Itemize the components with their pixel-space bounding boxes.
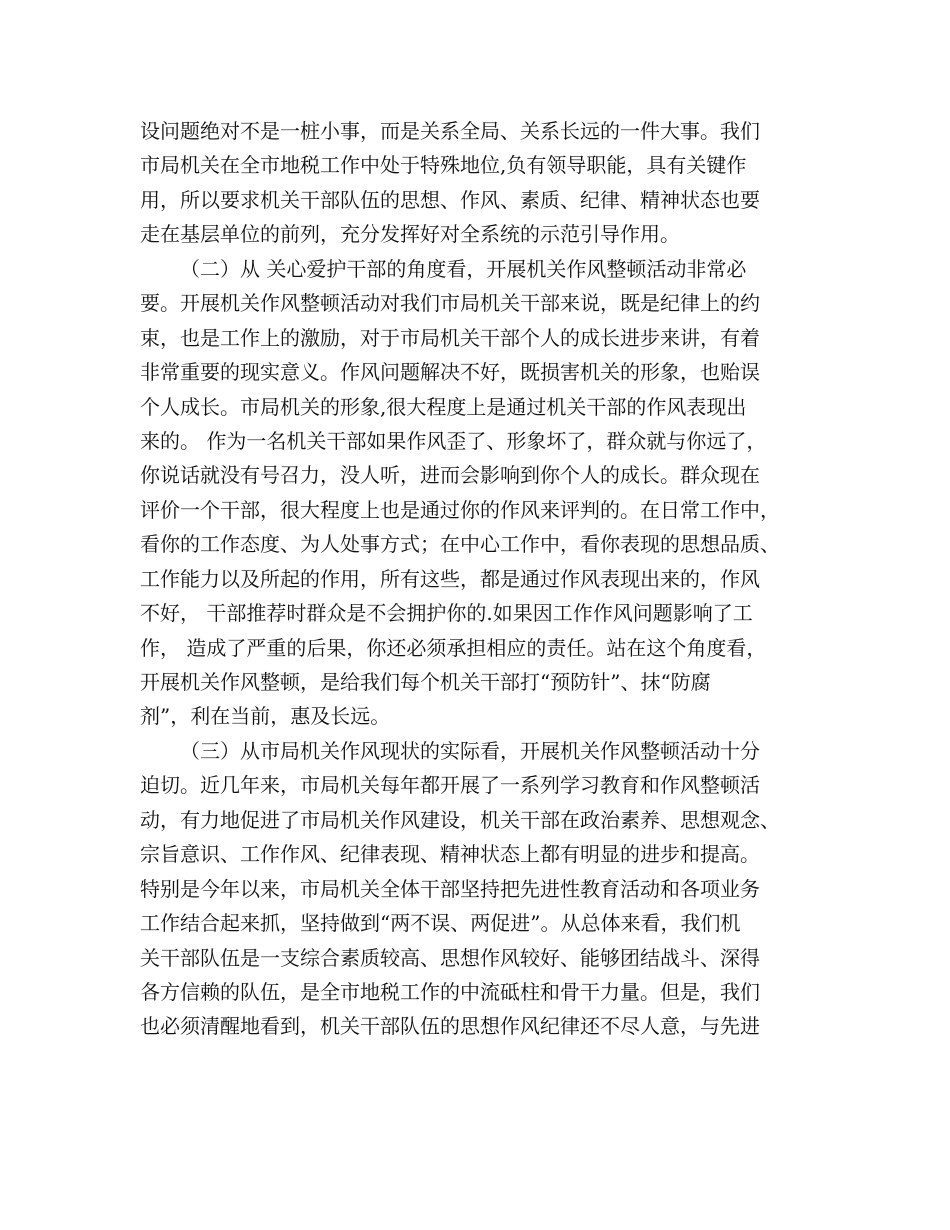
text-line-26: 各方信赖的队伍，是全市地税工作的中流砥柱和骨干力量。但是，我们: [140, 979, 760, 1004]
text-line-1: 设问题绝对不是一桩小事，而是关系全局、关系长远的一件大事。我们: [140, 119, 760, 143]
body-text: [140, 114, 840, 1044]
text-line-23: 特别是今年以来，市局机关全体干部坚持把先进性教育活动和各项业务: [140, 876, 760, 901]
text-line-14: 工作能力以及所起的作用，所有这些，都是通过作风表现出来的，作风: [140, 566, 760, 591]
text-line-10: 来的。 作为一名机关干部如果作风歪了、形象坏了，群众就与你远了，: [140, 428, 767, 453]
text-line-9: 个人成长。市局机关的形象,很大程度上是通过机关干部的作风表现出: [140, 394, 747, 419]
text-line-8: 非常重要的现实意义。作风问题解决不好，既损害机关的形象，也贻误: [140, 360, 760, 385]
text-line-16: 作， 造成了严重的后果，你还必须承担相应的责任。站在这个角度看，: [140, 635, 767, 660]
text-line-12: 评价一个干部，很大程度上也是通过你的作风来评判的。在日常工作中，: [140, 497, 780, 522]
text-line-18: 剂”，利在当前，惠及长远。: [140, 704, 391, 729]
text-line-5: （二）从 关心爱护干部的角度看，开展机关作风整顿活动非常必: [180, 256, 747, 281]
text-line-17: 开展机关作风整顿，是给我们每个机关干部打“预防针”、抹“防腐: [140, 670, 711, 694]
text-line-13: 看你的工作态度、为人处事方式；在中心工作中，看你表现的思想品质、: [140, 532, 780, 557]
text-line-24: 工作结合起来抓，坚持做到“两不误、两促进”。从总体来看，我们机: [140, 911, 741, 936]
text-line-25: 关干部队伍是一支综合素质较高、思想作风较好、能够团结战斗、深得: [140, 945, 760, 970]
text-line-21: 动，有力地促进了市局机关作风建设，机关干部在政治素养、思想观念、: [140, 807, 780, 832]
text-line-22: 宗旨意识、工作作风、纪律表现、精神状态上都有明显的进步和提高。: [140, 842, 760, 867]
text-line-19: （三）从市局机关作风现状的实际看，开展机关作风整顿活动十分: [180, 738, 760, 763]
text-line-7: 束，也是工作上的激励，对于市局机关干部个人的成长进步来讲，有着: [140, 325, 760, 350]
text-line-3: 用，所以要求机关干部队伍的思想、作风、素质、纪律、精神状态也要: [140, 187, 760, 212]
text-line-20: 迫切。近几年来，市局机关每年都开展了一系列学习教育和作风整顿活: [140, 773, 760, 798]
text-line-4: 走在基层单位的前列，充分发挥好对全系统的示范引导作用。: [140, 222, 680, 247]
text-line-15: 不好， 干部推荐时群众是不会拥护你的.如果因工作作风问题影响了工: [140, 601, 753, 626]
text-line-11: 你说话就没有号召力，没人听，进而会影响到你个人的成长。群众现在: [140, 463, 760, 488]
text-line-2: 市局机关在全市地税工作中处于特殊地位,负有领导职能，具有关键作: [140, 153, 747, 178]
text-line-27: 也必须清醒地看到，机关干部队伍的思想作风纪律还不尽人意，与先进: [140, 1014, 760, 1039]
text-line-6: 要。开展机关作风整顿活动对我们市局机关干部来说，既是纪律上的约: [140, 291, 760, 316]
